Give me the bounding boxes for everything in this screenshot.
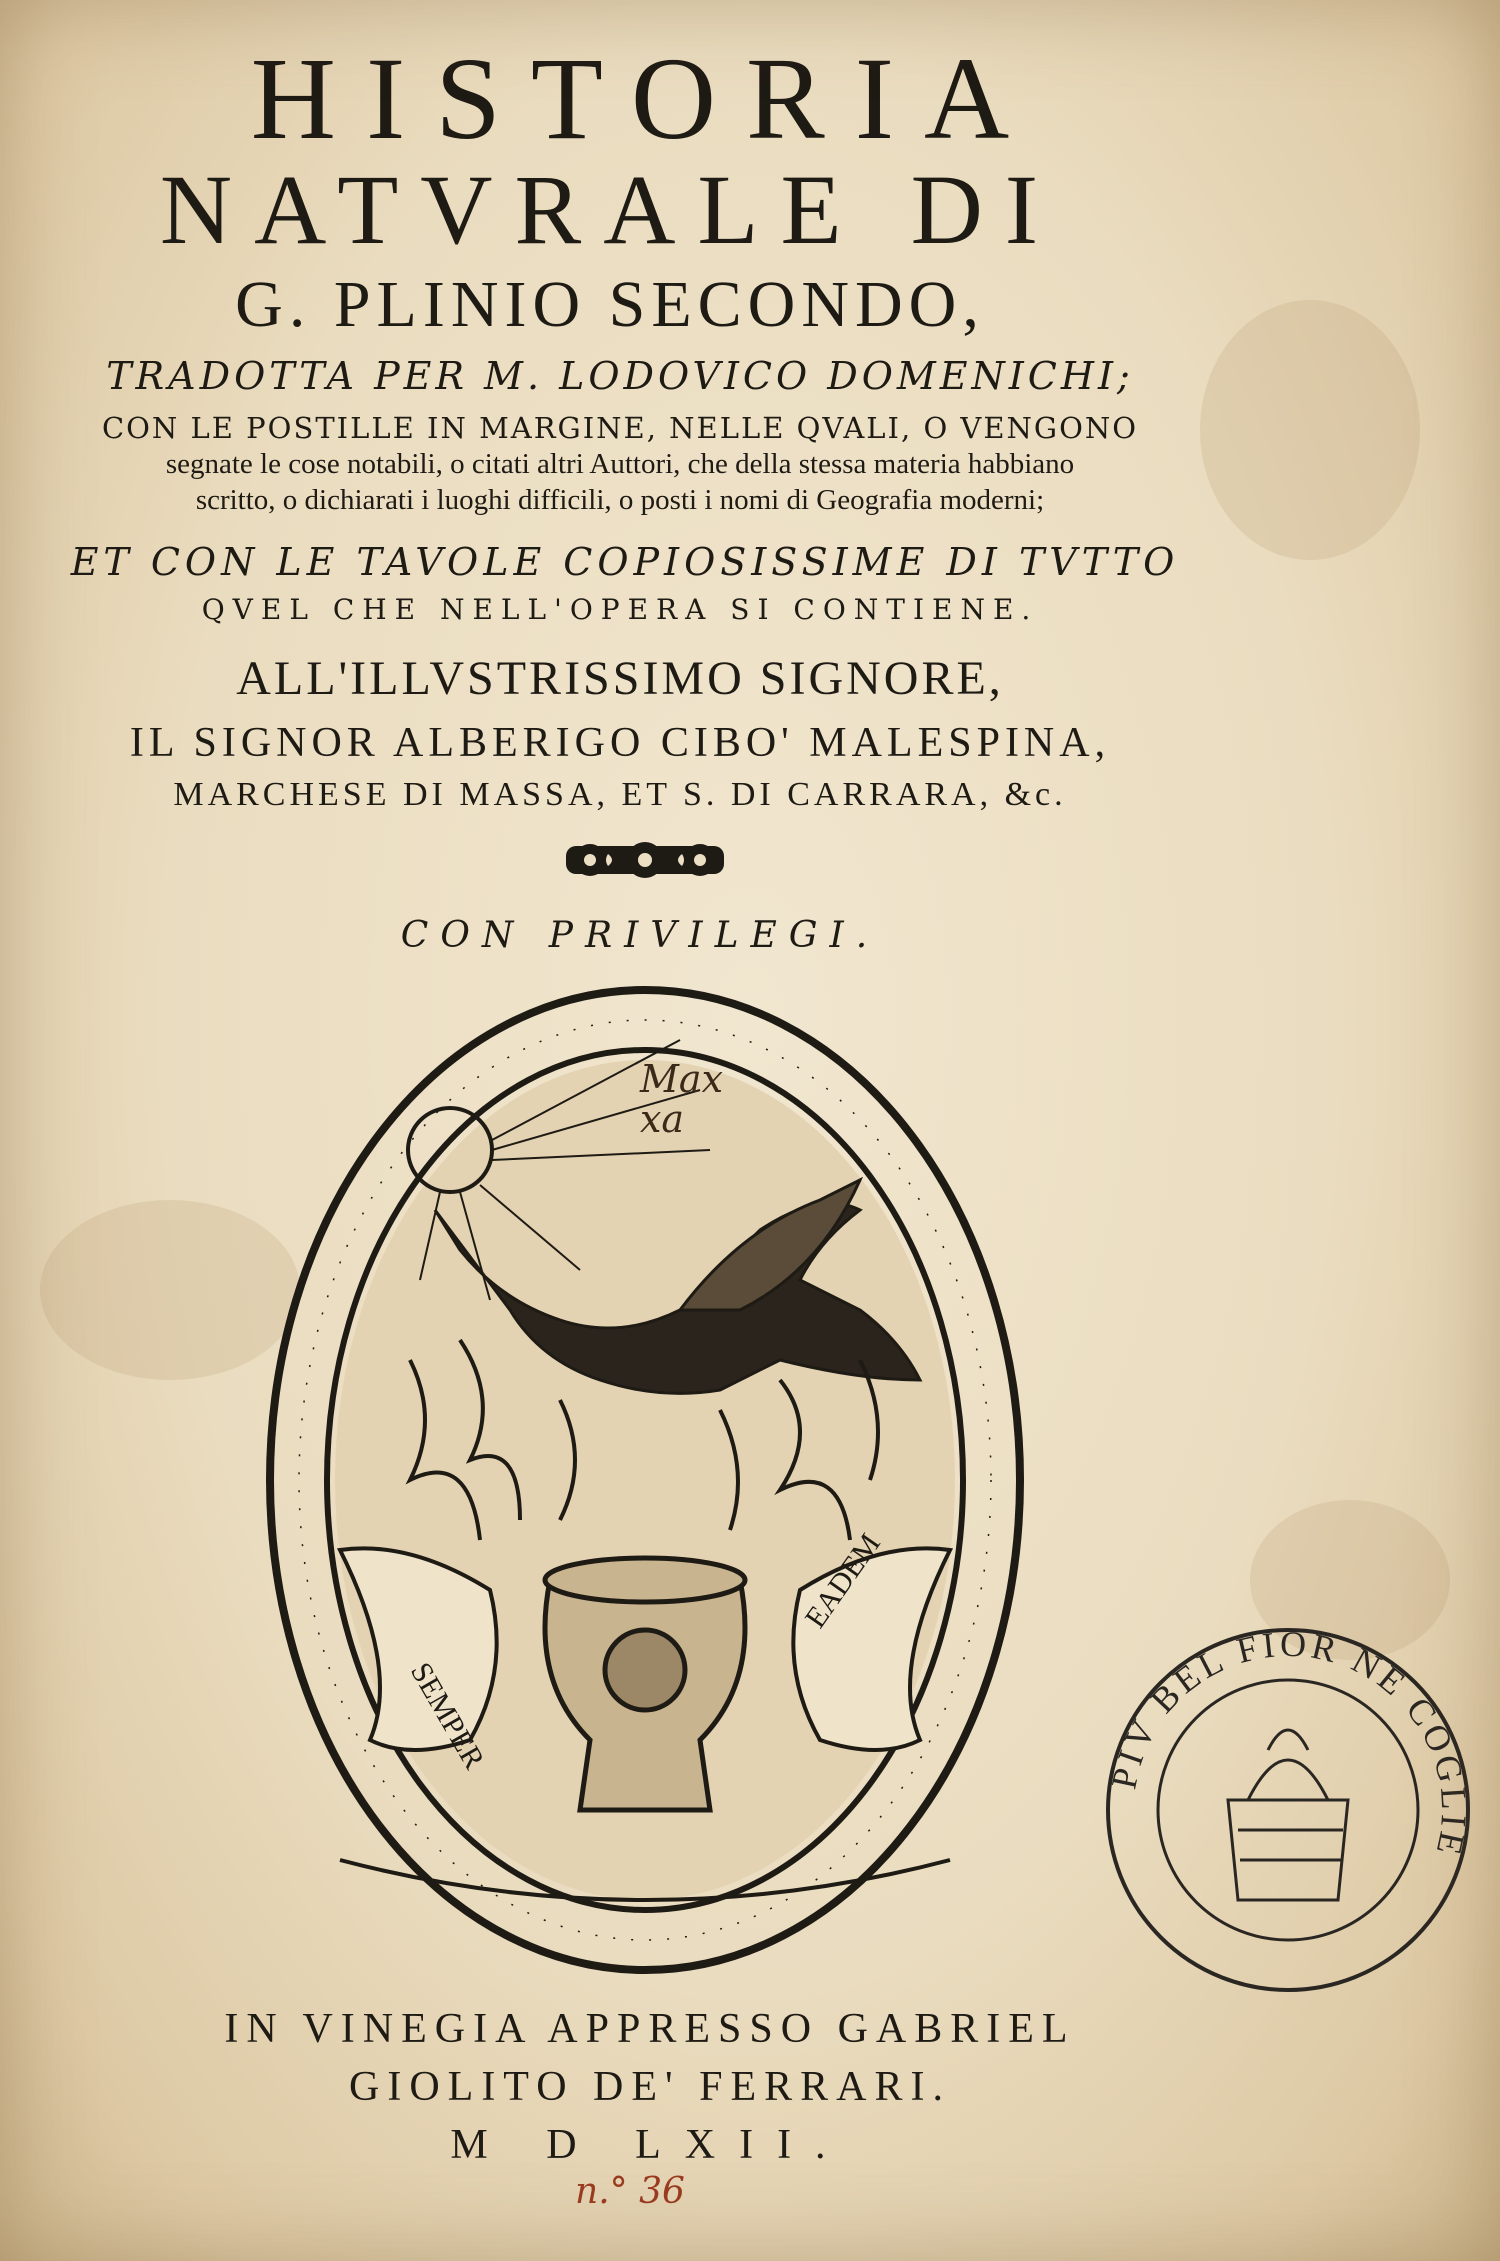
imprint-line-3: M D LXII.: [450, 2122, 850, 2168]
tavole-line-2: QVEL CHE NELL'OPERA SI CONTIENE.: [201, 593, 1039, 626]
imprint-line-1: IN VINEGIA APPRESSO GABRIEL: [224, 2006, 1076, 2052]
privilege-line: CON PRIVILEGI.: [400, 915, 880, 956]
stamp-text: PIV BEL FIOR NE COGLIE: [1103, 1623, 1475, 1863]
dedication-line-2: IL SIGNOR ALBERIGO CIBO' MALESPINA,: [129, 720, 1111, 766]
basket-icon: [1228, 1730, 1348, 1900]
annotation-line-2: xa: [640, 1096, 685, 1141]
ribbon-left-text: SEMPER: [403, 1657, 491, 1775]
imprint-line-2: GIOLITO DE' FERRARI.: [349, 2064, 951, 2110]
postille-line-2: segnate le cose notabili, o citati altri Auttori, che della stessa materia habbiano: [165, 448, 1075, 480]
device-handwritten-annotation: [640, 1057, 723, 1141]
ribbon-right-text: EADEM: [798, 1527, 887, 1635]
title-line-2: NATVRALE DI: [159, 154, 1061, 265]
postille-line-3: scritto, o dichiarati i luoghi difficili, o posti i nomi di Geografia moderni;: [195, 484, 1045, 516]
annotation-line-1: Max: [640, 1057, 723, 1101]
dedication-line-1: ALL'ILLVSTRISSIMO SIGNORE,: [236, 652, 1004, 705]
paper-stain: [1200, 300, 1420, 560]
dedication-line-3: MARCHESE DI MASSA, ET S. DI CARRARA, &c.: [173, 776, 1067, 813]
fleuron-ornament: [560, 832, 730, 888]
translator-line: TRADOTTA PER M. LODOVICO DOMENICHI;: [106, 354, 1134, 398]
library-stamp: [1098, 1620, 1478, 2000]
postille-line-1: CON LE POSTILLE IN MARGINE, NELLE QVALI, O VENGONO: [101, 411, 1139, 445]
manuscript-note: n.° 36: [575, 2171, 685, 2212]
tavole-line-1: ET CON LE TAVOLE COPIOSISSIME DI TVTTO: [70, 540, 1180, 584]
title-line-1: HISTORIA: [250, 33, 1040, 164]
title-line-3: G. PLINIO SECONDO,: [235, 268, 985, 341]
